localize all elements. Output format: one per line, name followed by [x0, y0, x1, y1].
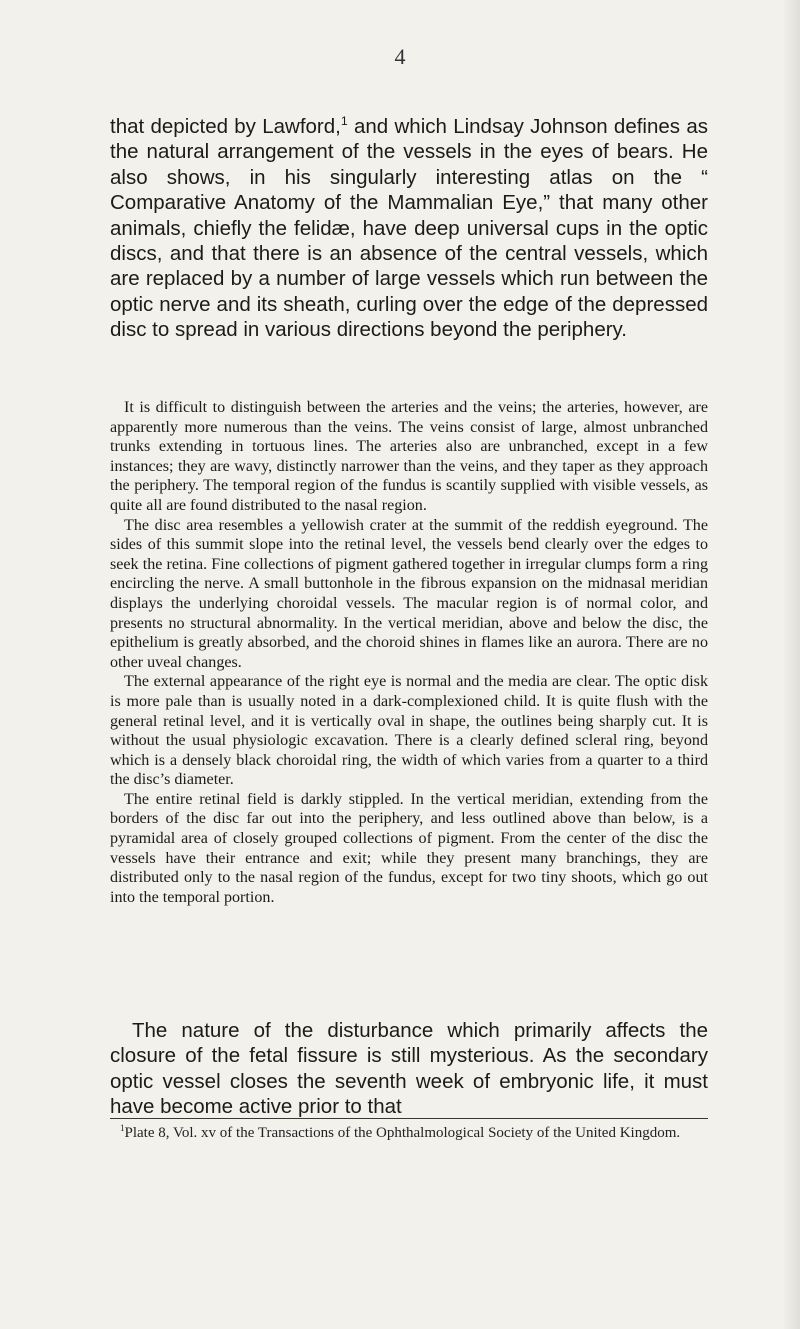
intro-text-start: that depicted by Lawford, — [110, 115, 341, 138]
case-note-paragraph: It is difficult to distinguish between the arteries and the veins; the arteries, however, are apparently more numerous than the veins. The veins consist of large, almost unbranched trunks extending in tortuous lines. The arteries also are unbranched, except in a few instances; they are wavy, distinctly narrower than the veins, and they taper as they approach the periphery. The temporal region of the fundus is scantily supplied with visible vessels, as quite all are found distributed to the nasal region. — [110, 399, 708, 514]
footnote-body: Plate 8, Vol. xv of the Transactions of the Ophthalmological Society of the United Kingdom. — [124, 1125, 681, 1141]
intro-text — [110, 114, 708, 343]
case-note-paragraph: The external appearance of the right eye is normal and the media are clear. The optic disk is more pale than is usually noted in a dark-complexioned child. It is quite flush with the general retinal level, and it is vertically oval in shape, the outlines being sharply cut. It is without the usual physiologic excavation. There is a clearly defined scleral ring, beyond which is a densely black choroidal ring, the width of which varies from a quarter to a third the disc’s diameter. — [110, 673, 708, 789]
closing-paragraph — [110, 1018, 708, 1120]
case-notes-section — [110, 398, 708, 907]
intro-paragraph — [110, 114, 708, 343]
closing-text: The nature of the disturbance which primarily affects the closure of the fetal fissure is still mysterious. As the secondary optic vessel closes the seventh week of embryonic life, it must have become active prior to that — [110, 1019, 708, 1119]
case-note-paragraph: The entire retinal field is darkly stippled. In the vertical meridian, extending from the borders of the disc far out into the periphery, and less outlined above than below, is a pyramidal area of closely grouped collections of pigment. From the center of the disc the vessels have their entrance and exit; while they present many branchings, they are distributed only to the nasal region of the fundus, except for two tiny shoots, which go out into the temporal portion. — [110, 790, 708, 906]
footnote-marker: 1 — [120, 1123, 125, 1133]
footnote-reference: 1 — [340, 114, 348, 129]
page-edge-shadow — [782, 0, 800, 1329]
footnote-divider — [110, 1118, 708, 1119]
case-note-paragraph: The disc area resembles a yellowish crater at the summit of the reddish eyeground. The sides of this summit slope into the retinal level, the vessels bend clearly over the edges to seek the retina. Fine collections of pigment gathered together in irregular clumps form a ring encircling the nerve. A small buttonhole in the fibrous expansion on the midnasal meridian displays the underlying choroidal vessels. The macular region is of normal color, and presents no structural abnormality. In the vertical meridian, above and below the disc, the epithelium is greatly absorbed, and the choroid shines in flames like an aurora. There are no other uveal changes. — [110, 516, 708, 671]
page-number: 4 — [394, 44, 406, 69]
footnote-text — [110, 1124, 708, 1143]
footnote — [110, 1124, 708, 1143]
intro-text-rest: and which Lindsay Johnson defines as the natural arrangement of the vessels in the eyes of bears. He also shows, in his singularly interesting atlas on the “ Comparative Anatomy of the Mammalian Eye,” that many other animals, chiefly the felidæ, have deep universal cups in the optic discs, and that there is an absence of the central vessels, which are replaced by a number of large vessels which run between the optic nerve and its sheath, curling over the edge of the depressed disc to spread in various directions beyond the periphery. — [110, 115, 708, 342]
